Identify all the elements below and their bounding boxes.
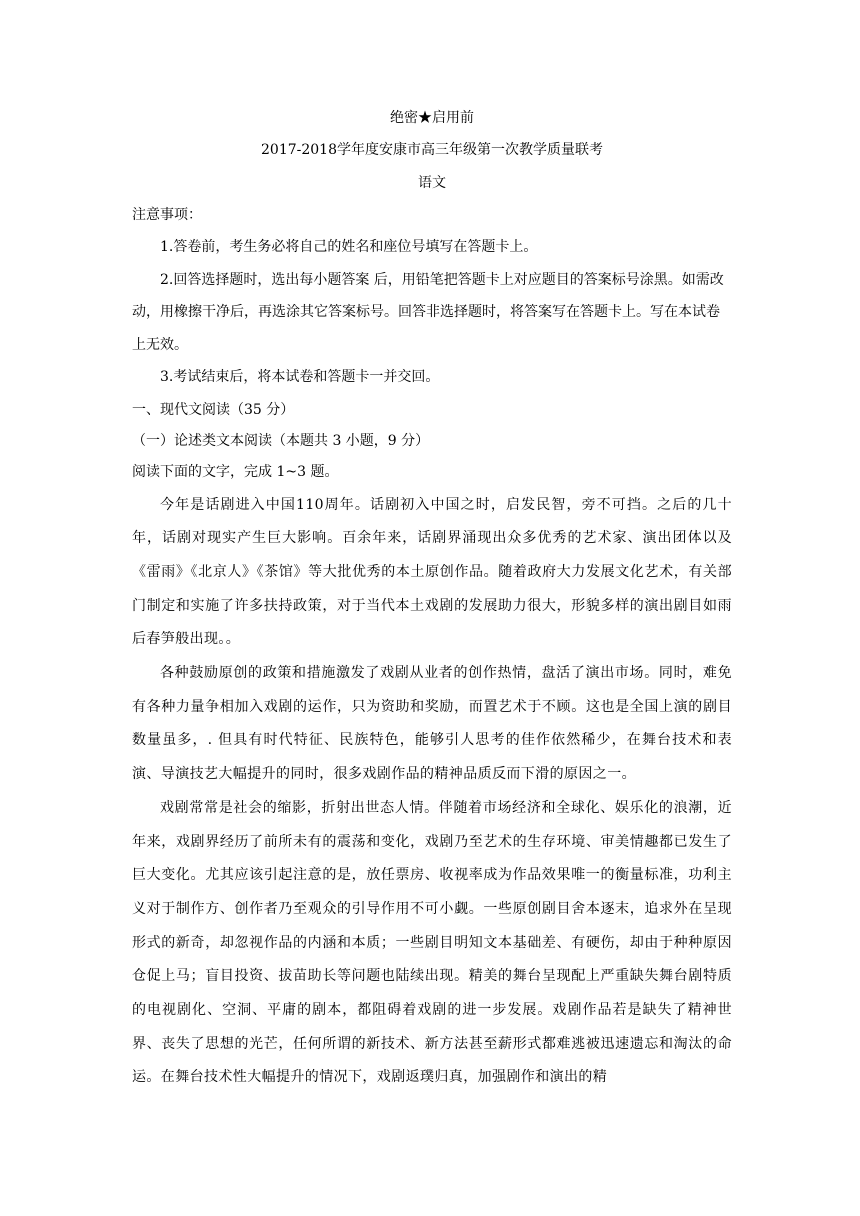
reading-instruction: 阅读下面的文字，完成 1~3 题。 — [132, 463, 339, 480]
article-paragraph-1: 今年是话剧进入中国110周年。话剧初入中国之时，启发民智，旁不可挡。之后的几十年，话剧对现实产生巨大影响。百余年来，话剧界涌现出众多优秀的艺术家、演出团体以及《雷雨》《北京人》《茶馆》等大批优秀的本土原创作品。随着政府大力发展文化艺术，有关部门制定和实施了许多扶持政策，对于当代本土戏剧的发展助力很大，形貌多样的演出剧目如雨后春笋般出现。。 — [132, 496, 732, 648]
section-heading: 一、现代文阅读（35 分） — [132, 401, 295, 418]
secret-mark: 绝密★启用前 — [390, 110, 474, 126]
article-paragraph-2: 各种鼓励原创的政策和措施激发了戏剧从业者的创作热情，盘活了演出市场。同时，难免有各种力量争相加入戏剧的运作，只为资助和奖励，而置艺术于不顾。这也是全国上演的剧目数量虽多，. 但具有时代特征、民族特色，能够引人思考的佳作依然稀少，在舞台技术和表演、导演技艺大幅提升的同时，很多戏剧作品的精神品质反而下滑的原因之一。 — [132, 665, 732, 783]
subsection-heading: （一）论述类文本阅读（本题共 3 小题，9 分） — [132, 432, 430, 449]
notice-heading: 注意事项： — [132, 207, 202, 223]
exam-title: 2017-2018学年度安康市高三年级第一次教学质量联考 — [261, 142, 603, 158]
notice-item-1: 1.答卷前，考生务必将自己的姓名和座位号填写在答题卡上。 — [160, 239, 538, 255]
exam-page — [132, 108, 732, 1095]
notice-item-2: 2.回答选择题时，选出每小题答案 后，用铅笔把答题卡上对应题目的答案标号涂黑。如需改动，用橡擦干净后，再选涂其它答案标号。回答非选择题时，将答案写在答题卡上。写在本试卷上无效。 — [132, 271, 724, 353]
notice-item-3: 3.考试结束后，将本试卷和答题卡一并交回。 — [160, 369, 440, 385]
subject-title: 语文 — [418, 175, 446, 191]
article-paragraph-3: 戏剧常常是社会的缩影，折射出世态人情。伴随着市场经济和全球化、娱乐化的浪潮，近年来，戏剧界经历了前所未有的震荡和变化，戏剧乃至艺术的生存环境、审美情趣都已发生了巨大变化。尤其应该引起注意的是，放任票房、收视率成为作品效果唯一的衡量标准，功利主义对于制作方、创作者乃至观众的引导作用不可小觑。一些原创剧目舍本逐末，追求外在呈现形式的新奇，却忽视作品的内涵和本质；一些剧目明知文本基础差、有硬伤，却由于种种原因仓促上马；盲目投资、拔苗助长等问题也陆续出现。精美的舞台呈现配上严重缺失舞台剧特质的电视剧化、空洞、平庸的剧本，都阻碍着戏剧的进一步发展。戏剧作品若是缺失了精神世界、丧失了思想的光芒，任何所谓的新技术、新方法甚至薪形式都难逃被迅速遗忘和淘汰的命运。在舞台技术性大幅提升的情况下，戏剧返璞归真，加强剧作和演出的精 — [132, 799, 732, 1086]
